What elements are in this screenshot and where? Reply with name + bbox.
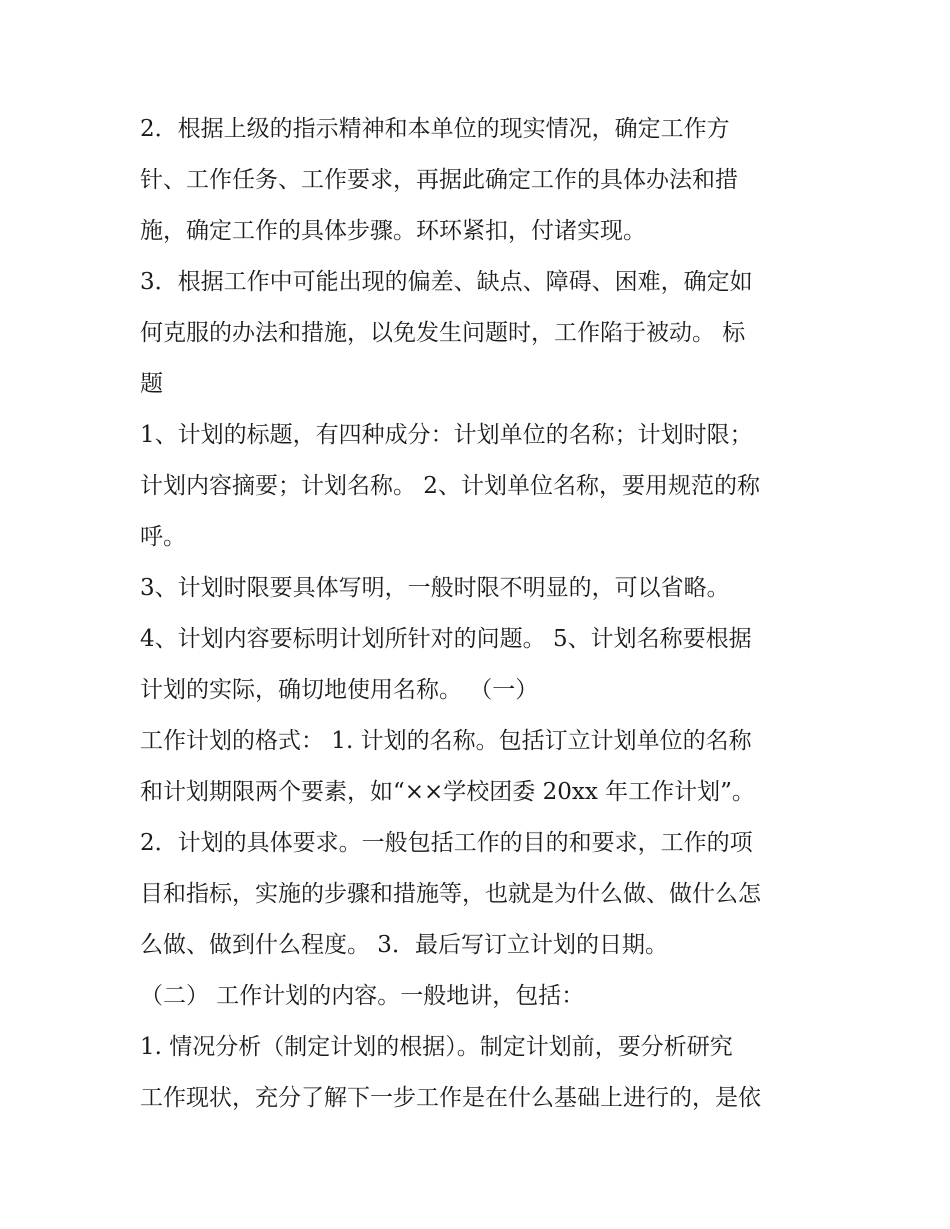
text-line: 何克服的办法和措施，以免发生问题时，工作陷于被动。 标: [140, 320, 746, 346]
text-line: 么做、做到什么程度。 3．最后写订立计划的日期。: [140, 932, 668, 958]
text-line: 3．根据工作中可能出现的偏差、缺点、障碍、困难，确定如: [140, 269, 753, 295]
text-line: 3、计划时限要具体写明，一般时限不明显的，可以省略。: [140, 575, 730, 601]
text-line: 题: [140, 371, 163, 397]
text-line: 2．根据上级的指示精神和本单位的现实情况，确定工作方: [140, 116, 730, 142]
text-line: 2．计划的具体要求。一般包括工作的目的和要求，工作的项: [140, 830, 753, 856]
text-line: 工作现状，充分了解下一步工作是在什么基础上进行的，是依: [140, 1085, 761, 1111]
text-line: 针、工作任务、工作要求，再据此确定工作的具体办法和措: [140, 167, 738, 193]
text-line: 施，确定工作的具体步骤。环环紧扣，付诸实现。: [140, 218, 646, 244]
text-line: 目和指标，实施的步骤和措施等，也就是为什么做、做什么怎: [140, 881, 761, 907]
text-line: （二） 工作计划的内容。一般地讲，包括：: [140, 983, 585, 1009]
text-line: 1、计划的标题，有四种成分：计划单位的名称；计划时限；: [140, 422, 753, 448]
text-line: 工作计划的格式： 1. 计划的名称。包括订立计划单位的名称: [140, 728, 752, 754]
text-line: 和计划期限两个要素，如“××学校团委 20xx 年工作计划”。: [140, 779, 755, 805]
text-line: 4、计划内容要标明计划所针对的问题。 5、计划名称要根据: [140, 626, 752, 652]
text-line: 计划内容摘要；计划名称。 2、计划单位名称，要用规范的称: [140, 473, 760, 499]
text-line: 1. 情况分析（制定计划的根据）。制定计划前，要分析研究: [140, 1034, 733, 1060]
text-line: 呼。: [140, 524, 186, 550]
text-line: 计划的实际，确切地使用名称。 （一）: [140, 677, 539, 703]
document-body: [140, 104, 820, 1124]
